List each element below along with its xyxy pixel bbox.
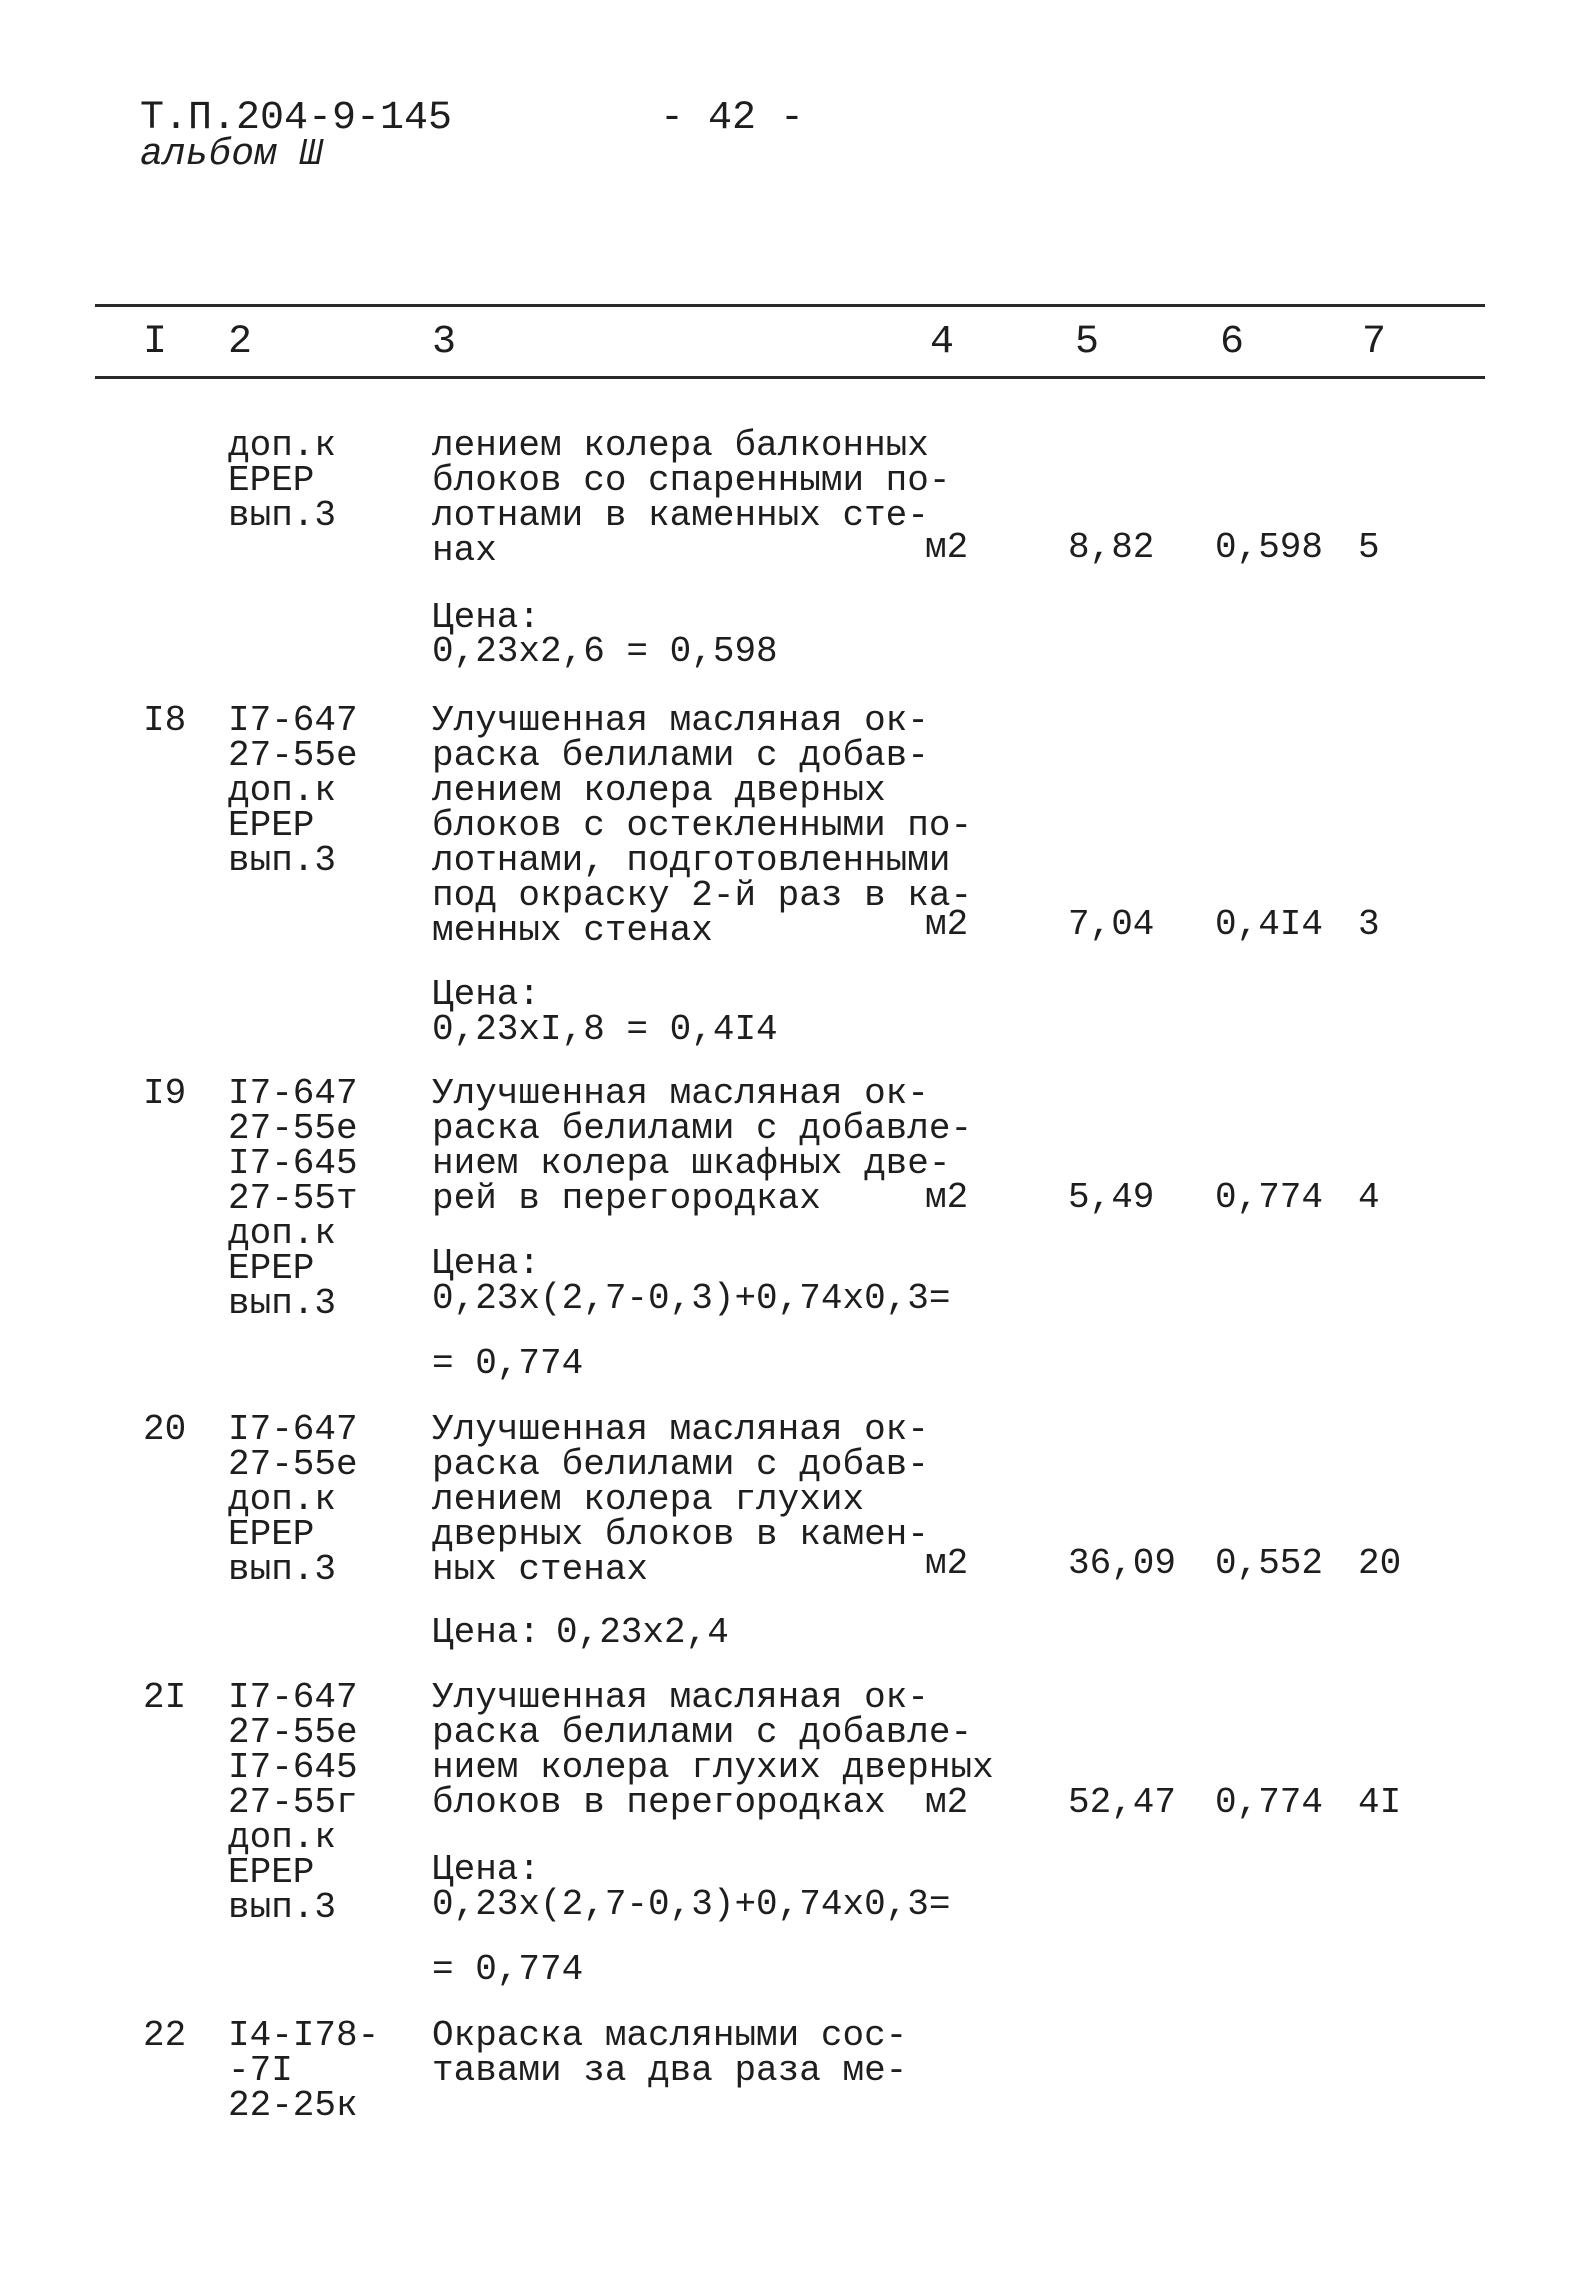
price-formula: 0,23х(2,7-0,3)+0,74х0,3= xyxy=(432,1884,951,1925)
total-value: 20 xyxy=(1358,1543,1402,1584)
unit: м2 xyxy=(925,1543,969,1584)
price-result: = 0,774 xyxy=(432,1343,584,1384)
doc-code: Т.П.204-9-145 xyxy=(140,96,453,141)
norm-code: доп.к ЕРЕР вып.3 xyxy=(228,425,337,536)
price-label: Цена: xyxy=(432,1849,541,1890)
total-value: 3 xyxy=(1358,904,1380,945)
unit: м2 xyxy=(925,904,969,945)
row-number: I9 xyxy=(143,1073,187,1114)
norm-code: I7-647 27-55е доп.к ЕРЕР вып.3 xyxy=(228,1409,358,1590)
norm-code: I4-I78- -7I 22-25к xyxy=(228,2015,380,2126)
quantity: 52,47 xyxy=(1068,1782,1177,1823)
work-description: Улучшенная масляная ок- раска белилами с добав- лением колера глухих дверных блоков в камен- ных стенах xyxy=(432,1409,929,1590)
quantity: 36,09 xyxy=(1068,1543,1177,1584)
column-header-2: 2 xyxy=(228,320,253,365)
norm-value: 0,774 xyxy=(1215,1177,1324,1218)
work-description: Улучшенная масляная ок- раска белилами с добавле- нием колера шкафных две- рей в перегородках xyxy=(432,1073,973,1219)
price-label: Цена: xyxy=(432,974,541,1015)
norm-code: I7-647 27-55е I7-645 27-55т доп.к ЕРЕР вып.3 xyxy=(228,1073,358,1324)
column-header-4: 4 xyxy=(930,320,955,365)
table-top-rule xyxy=(95,304,1485,307)
norm-value: 0,598 xyxy=(1215,527,1324,568)
row-number: 22 xyxy=(143,2015,187,2056)
unit: м2 xyxy=(925,1782,969,1823)
price-label: Цена: xyxy=(432,1243,541,1284)
work-description: Улучшенная масляная ок- раска белилами с добав- лением колера дверных блоков с остекленными по- лотнами, подготовленными под окраску 2-й раз в ка- менных стенах xyxy=(432,700,973,951)
norm-code: I7-647 27-55е I7-645 27-55г доп.к ЕРЕР вып.3 xyxy=(228,1677,358,1928)
norm-value: 0,552 xyxy=(1215,1543,1324,1584)
price-result: = 0,774 xyxy=(432,1949,584,1990)
column-header-3: 3 xyxy=(432,320,457,365)
unit: м2 xyxy=(925,527,969,568)
price-formula: 0,23х2,6 = 0,598 xyxy=(432,631,778,672)
price-formula: 0,23х(2,7-0,3)+0,74х0,3= xyxy=(432,1278,951,1319)
quantity: 5,49 xyxy=(1068,1177,1155,1218)
album-label: альбом Ш xyxy=(140,133,323,176)
column-header-1: I xyxy=(143,320,168,365)
norm-value: 0,774 xyxy=(1215,1782,1324,1823)
total-value: 4 xyxy=(1358,1177,1380,1218)
column-header-7: 7 xyxy=(1362,320,1387,365)
price-label: Цена: xyxy=(432,1612,541,1653)
unit: м2 xyxy=(925,1177,969,1218)
row-number: 2I xyxy=(143,1677,187,1718)
row-number: 20 xyxy=(143,1409,187,1450)
price-label: Цена: xyxy=(432,597,541,638)
norm-code: I7-647 27-55е доп.к ЕРЕР вып.3 xyxy=(228,700,358,881)
row-number: I8 xyxy=(143,700,187,741)
work-description: Улучшенная масляная ок- раска белилами с добавле- нием колера глухих дверных блоков в перегородках xyxy=(432,1677,994,1823)
page-number: - 42 - xyxy=(660,96,805,141)
norm-value: 0,4I4 xyxy=(1215,904,1324,945)
price-formula: 0,23хI,8 = 0,4I4 xyxy=(432,1009,778,1050)
table-header-rule xyxy=(95,376,1485,379)
price-formula: 0,23х2,4 xyxy=(556,1612,729,1653)
total-value: 4I xyxy=(1358,1782,1402,1823)
quantity: 7,04 xyxy=(1068,904,1155,945)
work-description: Окраска масляными сос- тавами за два раза ме- xyxy=(432,2015,908,2091)
column-header-6: 6 xyxy=(1220,320,1245,365)
work-description: лением колера балконных блоков со спаренными по- лотнами в каменных сте- нах xyxy=(432,425,951,571)
column-header-5: 5 xyxy=(1075,320,1100,365)
quantity: 8,82 xyxy=(1068,527,1155,568)
total-value: 5 xyxy=(1358,527,1380,568)
